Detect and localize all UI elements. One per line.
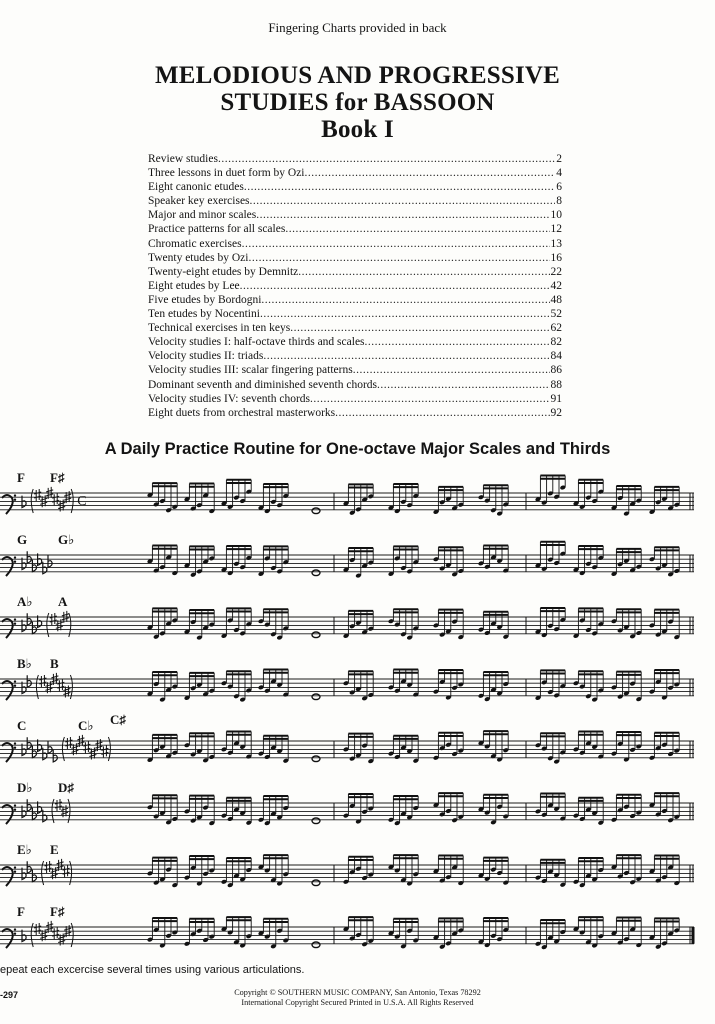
sharp-sign (52, 493, 59, 505)
toc-leader-dots (263, 349, 549, 363)
key-label: B♭ (17, 656, 32, 671)
bass-clef-dot (14, 561, 16, 563)
flat-sign (53, 750, 57, 762)
key-label: E (50, 842, 59, 857)
sharp-sign (101, 745, 108, 757)
flat-sign (32, 808, 36, 820)
key-label: D♯ (58, 780, 74, 795)
sharp-sign (45, 861, 52, 873)
toc-leader-dots (365, 335, 550, 349)
whole-note (312, 508, 320, 514)
bass-clef-dot (14, 499, 16, 501)
toc-entry-label: Review studies (148, 153, 218, 165)
bass-clef-dot (14, 680, 16, 682)
bass-clef-dot (14, 747, 16, 749)
toc-entry-page: 4 (556, 167, 562, 180)
bass-clef (2, 681, 13, 700)
toc-leader-dots (248, 251, 549, 265)
whole-note (312, 694, 320, 700)
sharp-sign (63, 865, 70, 877)
toc-entry-page: 42 (550, 279, 562, 292)
book-title-line-1: MELODIOUS AND PROGRESSIVE (154, 62, 561, 89)
key-label: C (17, 718, 27, 733)
toc-entry (148, 251, 562, 265)
music-staff (0, 720, 715, 780)
copyright-line-2: International Copyright Secured Printed in U.S.A. All Rights Reserved (241, 998, 474, 1007)
toc-entry-label: Speaker key exercises (148, 195, 250, 208)
toc-entry-page: 52 (550, 308, 562, 321)
key-label: C♭ (78, 718, 94, 733)
bass-clef-dot (14, 623, 16, 625)
table-of-contents (148, 152, 562, 420)
flat-sign (27, 799, 31, 811)
flat-sign (48, 742, 52, 754)
key-label: F♯ (50, 470, 65, 485)
toc-entry-label: Velocity studies II: triads (148, 350, 264, 363)
toc-entry (148, 180, 562, 194)
toc-entry-page: 91 (550, 392, 562, 405)
toc-entry (148, 152, 562, 166)
toc-entry-label: Velocity studies IV: seventh chords (148, 392, 311, 405)
bass-clef-dot (14, 685, 16, 687)
whole-note (312, 570, 320, 576)
bass-clef-dot (14, 809, 16, 811)
toc-entry (148, 293, 562, 307)
toc-entry (148, 237, 562, 251)
whole-note (312, 818, 320, 824)
key-label: F (17, 470, 25, 485)
toc-entry (148, 194, 562, 208)
flat-sign (32, 622, 36, 634)
flat-sign (27, 737, 31, 749)
music-staff (0, 472, 715, 532)
key-label: A (58, 594, 68, 609)
toc-entry (148, 265, 562, 279)
book-title-line-2: STUDIES for BASSOON (220, 89, 495, 116)
key-label: C♯ (110, 712, 126, 727)
toc-entry-label: Eight etudes by Lee (148, 279, 240, 292)
sharp-sign (52, 927, 59, 939)
sharp-sign (39, 675, 46, 687)
toc-entry (148, 378, 562, 392)
toc-leader-dots (377, 378, 549, 392)
sharp-sign (65, 737, 72, 749)
sharp-sign (34, 489, 41, 501)
flat-sign (27, 551, 31, 563)
bass-clef-dot (14, 933, 16, 935)
toc-entry-label: Five etudes by Bordogni (148, 293, 262, 306)
flat-sign (32, 560, 36, 572)
music-staff (0, 596, 715, 656)
toc-entry-page: 22 (550, 265, 562, 278)
toc-entry-page: 13 (550, 237, 562, 250)
bass-clef-dot (14, 742, 16, 744)
whole-note (312, 942, 320, 948)
toc-entry-page: 48 (550, 293, 562, 306)
sharp-sign (50, 613, 57, 625)
toc-entry-label: Twenty etudes by Ozi (148, 251, 249, 264)
music-staff (0, 906, 715, 966)
toc-entry (148, 349, 562, 363)
toc-entry (148, 279, 562, 293)
bass-clef (2, 495, 13, 514)
whole-note (312, 880, 320, 886)
bass-clef (2, 619, 13, 638)
toc-entry-page: 8 (556, 195, 562, 208)
practice-footnote: epeat each excercise several times using various articulations. (0, 964, 305, 976)
toc-leader-dots (290, 321, 549, 335)
toc-entry-label: Eight canonic etudes (148, 181, 244, 194)
key-label: F (17, 904, 25, 919)
toc-entry-page: 92 (550, 406, 562, 419)
key-label: B (50, 656, 59, 671)
sharp-sign (83, 741, 90, 753)
toc-entry-page: 12 (550, 223, 562, 236)
toc-entry-page: 84 (550, 350, 562, 363)
toc-entry-label: Major and minor scales (148, 209, 257, 222)
toc-entry-page: 10 (550, 209, 562, 222)
toc-entry-page: 16 (550, 251, 562, 264)
bass-clef (2, 557, 13, 576)
sharp-sign (57, 679, 64, 691)
toc-entry (148, 307, 562, 321)
bass-clef-dot (14, 871, 16, 873)
toc-entry (148, 392, 562, 406)
toc-leader-dots (285, 222, 549, 236)
bass-clef-dot (14, 618, 16, 620)
flat-sign (48, 556, 52, 568)
toc-entry (148, 222, 562, 236)
toc-entry-label: Technical exercises in ten keys (148, 322, 291, 335)
toc-entry (148, 406, 562, 420)
whole-note (312, 756, 320, 762)
copyright-line-1: Copyright © SOUTHERN MUSIC COMPANY, San Antonio, Texas 78292 (234, 988, 481, 997)
catalog-number: -297 (0, 990, 19, 1000)
music-staff (0, 534, 715, 594)
key-label: A♭ (17, 594, 33, 609)
section-title: A Daily Practice Routine for One-octave Major Scales and Thirds (104, 440, 611, 458)
toc-leader-dots (298, 265, 549, 279)
bass-clef-dot (14, 494, 16, 496)
bass-clef-dot (14, 804, 16, 806)
toc-leader-dots (260, 307, 550, 321)
bass-clef (2, 805, 13, 824)
key-label: G♭ (58, 532, 75, 547)
bass-clef-dot (14, 556, 16, 558)
toc-leader-dots (335, 406, 549, 420)
toc-leader-dots (310, 392, 549, 406)
toc-leader-dots (244, 180, 555, 194)
flat-sign (32, 746, 36, 758)
toc-leader-dots (240, 279, 550, 293)
toc-entry (148, 166, 562, 180)
sharp-sign (55, 799, 62, 811)
toc-entry-page: 62 (550, 322, 562, 335)
toc-entry-label: Dominant seventh and diminished seventh chords (148, 378, 378, 391)
bass-clef-dot (14, 866, 16, 868)
toc-entry-label: Chromatic exercises (148, 237, 242, 250)
sharp-sign (34, 923, 41, 935)
toc-entry-page: 86 (550, 364, 562, 377)
toc-leader-dots (305, 166, 556, 180)
toc-entry-page: 6 (556, 181, 562, 194)
toc-entry-label: Three lessons in duet form by Ozi (148, 167, 305, 180)
music-staff (0, 844, 715, 904)
toc-leader-dots (256, 208, 549, 222)
toc-entry-label: Eight duets from orchestral masterworks (148, 406, 336, 419)
toc-entry (148, 335, 562, 349)
bass-clef (2, 929, 13, 948)
toc-entry (148, 208, 562, 222)
toc-entry-label: Ten etudes by Nocentini (148, 308, 260, 321)
toc-entry (148, 363, 562, 377)
flat-sign (27, 861, 31, 873)
toc-leader-dots (242, 237, 550, 251)
toc-entry-label: Practice patterns for all scales (148, 223, 286, 236)
flat-sign (27, 675, 31, 687)
key-label: F♯ (50, 904, 65, 919)
key-label: E♭ (17, 842, 32, 857)
key-label: D♭ (17, 780, 33, 795)
bass-clef-dot (14, 928, 16, 930)
toc-entry-page: 82 (550, 336, 562, 349)
toc-entry (148, 321, 562, 335)
bass-clef (2, 743, 13, 762)
toc-entry-label: Twenty-eight etudes by Demnitz (148, 265, 299, 278)
book-title-line-3: Book I (321, 116, 394, 143)
toc-leader-dots (218, 152, 555, 166)
bass-clef (2, 867, 13, 886)
flat-sign (27, 613, 31, 625)
time-signature: C (77, 493, 87, 509)
header-note: Fingering Charts provided in back (268, 20, 447, 35)
toc-entry-page: 88 (550, 378, 562, 391)
key-label: G (17, 532, 28, 547)
music-staff (0, 658, 715, 718)
music-staff (0, 782, 715, 842)
toc-entry-label: Velocity studies III: scalar fingering patterns (148, 364, 353, 377)
copyright-notice (0, 988, 715, 1008)
whole-note (312, 632, 320, 638)
toc-leader-dots (261, 293, 549, 307)
toc-leader-dots (353, 363, 550, 377)
toc-leader-dots (250, 194, 556, 208)
flat-sign (32, 870, 36, 882)
toc-entry-label: Velocity studies I: half-octave thirds and scales (148, 336, 365, 349)
toc-entry-page: 2 (556, 153, 562, 165)
